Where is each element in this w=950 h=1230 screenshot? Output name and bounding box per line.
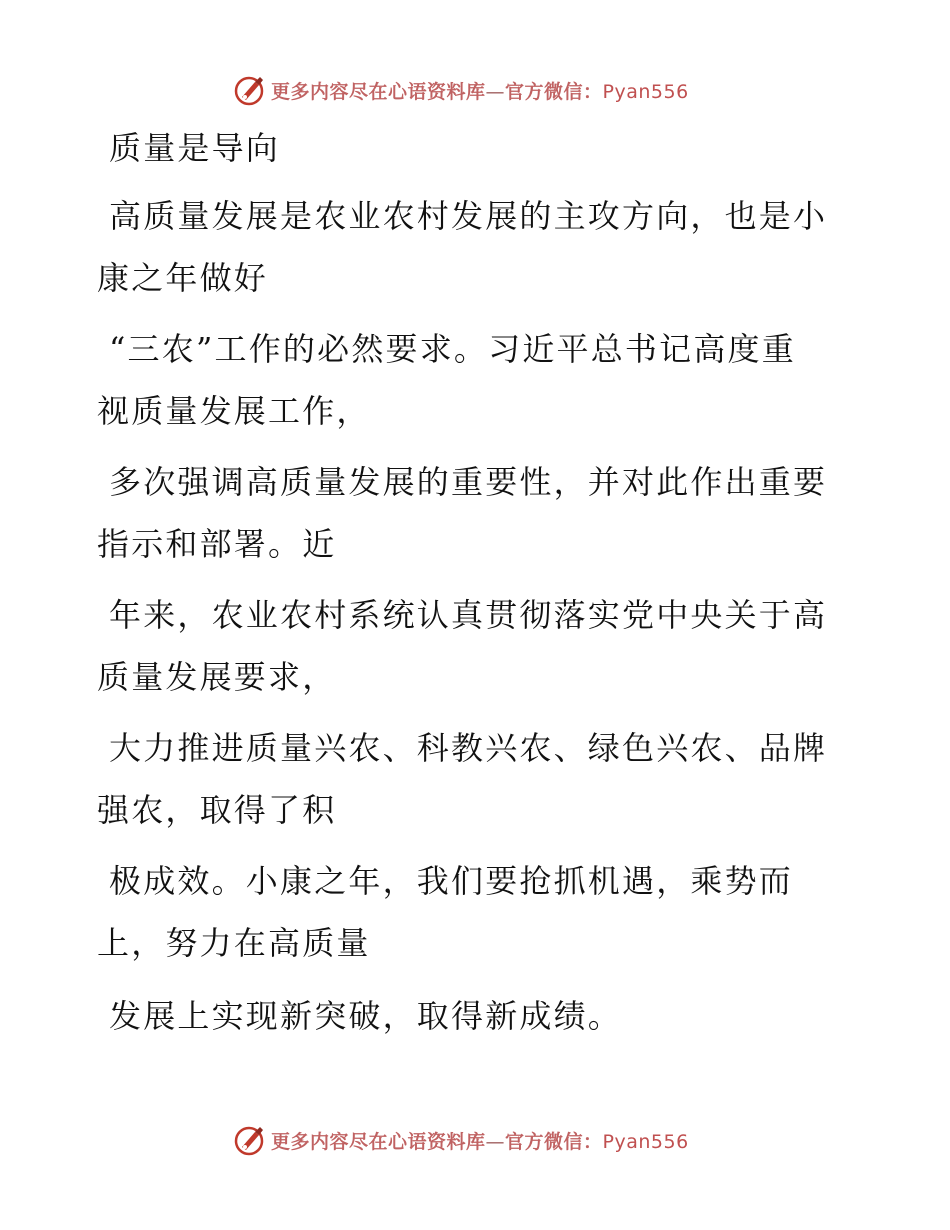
pen-logo-icon xyxy=(233,1123,267,1157)
banner-slogan: 更多内容尽在心语资料库 xyxy=(271,1130,486,1153)
header-watermark-banner xyxy=(233,70,689,110)
text-line: 视质量发展工作， xyxy=(97,392,371,430)
text-line: 强农，取得了积 xyxy=(97,791,337,829)
text-line: 上，努力在高质量 xyxy=(97,924,371,962)
banner-dash: — xyxy=(485,1130,506,1153)
banner-dash: — xyxy=(485,80,506,103)
text-line: 康之年做好 xyxy=(97,259,269,297)
pen-logo-icon xyxy=(233,73,267,107)
paragraph-6 xyxy=(97,717,837,841)
footer-watermark-banner xyxy=(233,1120,689,1160)
banner-wechat-account: Pyan556 xyxy=(602,80,689,103)
paragraph-5 xyxy=(97,584,837,708)
text-line: 多次强调高质量发展的重要性，并对此作出重要 xyxy=(109,463,828,501)
text-line: 指示和部署。近 xyxy=(97,525,337,563)
paragraph-3 xyxy=(97,318,837,442)
banner-wechat-account: Pyan556 xyxy=(602,1130,689,1153)
banner-slogan: 更多内容尽在心语资料库 xyxy=(271,80,486,103)
text-line: 质量发展要求， xyxy=(97,658,337,696)
text-line: 极成效。小康之年，我们要抢抓机遇，乘势而 xyxy=(109,862,794,900)
text-line: 年来，农业农村系统认真贯彻落实党中央关于高 xyxy=(109,596,828,634)
paragraph-8 xyxy=(97,985,837,1047)
paragraph-1 xyxy=(97,117,837,179)
text-line: 大力推进质量兴农、科教兴农、绿色兴农、品牌 xyxy=(109,729,828,767)
text-line: “三农”工作的必然要求。习近平总书记高度重 xyxy=(109,330,796,368)
paragraph-4 xyxy=(97,451,837,575)
text-line: 质量是导向 xyxy=(109,129,281,167)
text-line: 高质量发展是农业农村发展的主攻方向，也是小 xyxy=(109,197,828,235)
banner-wechat-label: 官方微信： xyxy=(505,1130,603,1153)
paragraph-7 xyxy=(97,850,837,974)
banner-wechat-label: 官方微信： xyxy=(505,80,603,103)
text-line: 发展上实现新突破，取得新成绩。 xyxy=(109,997,623,1035)
paragraph-2 xyxy=(97,185,837,309)
